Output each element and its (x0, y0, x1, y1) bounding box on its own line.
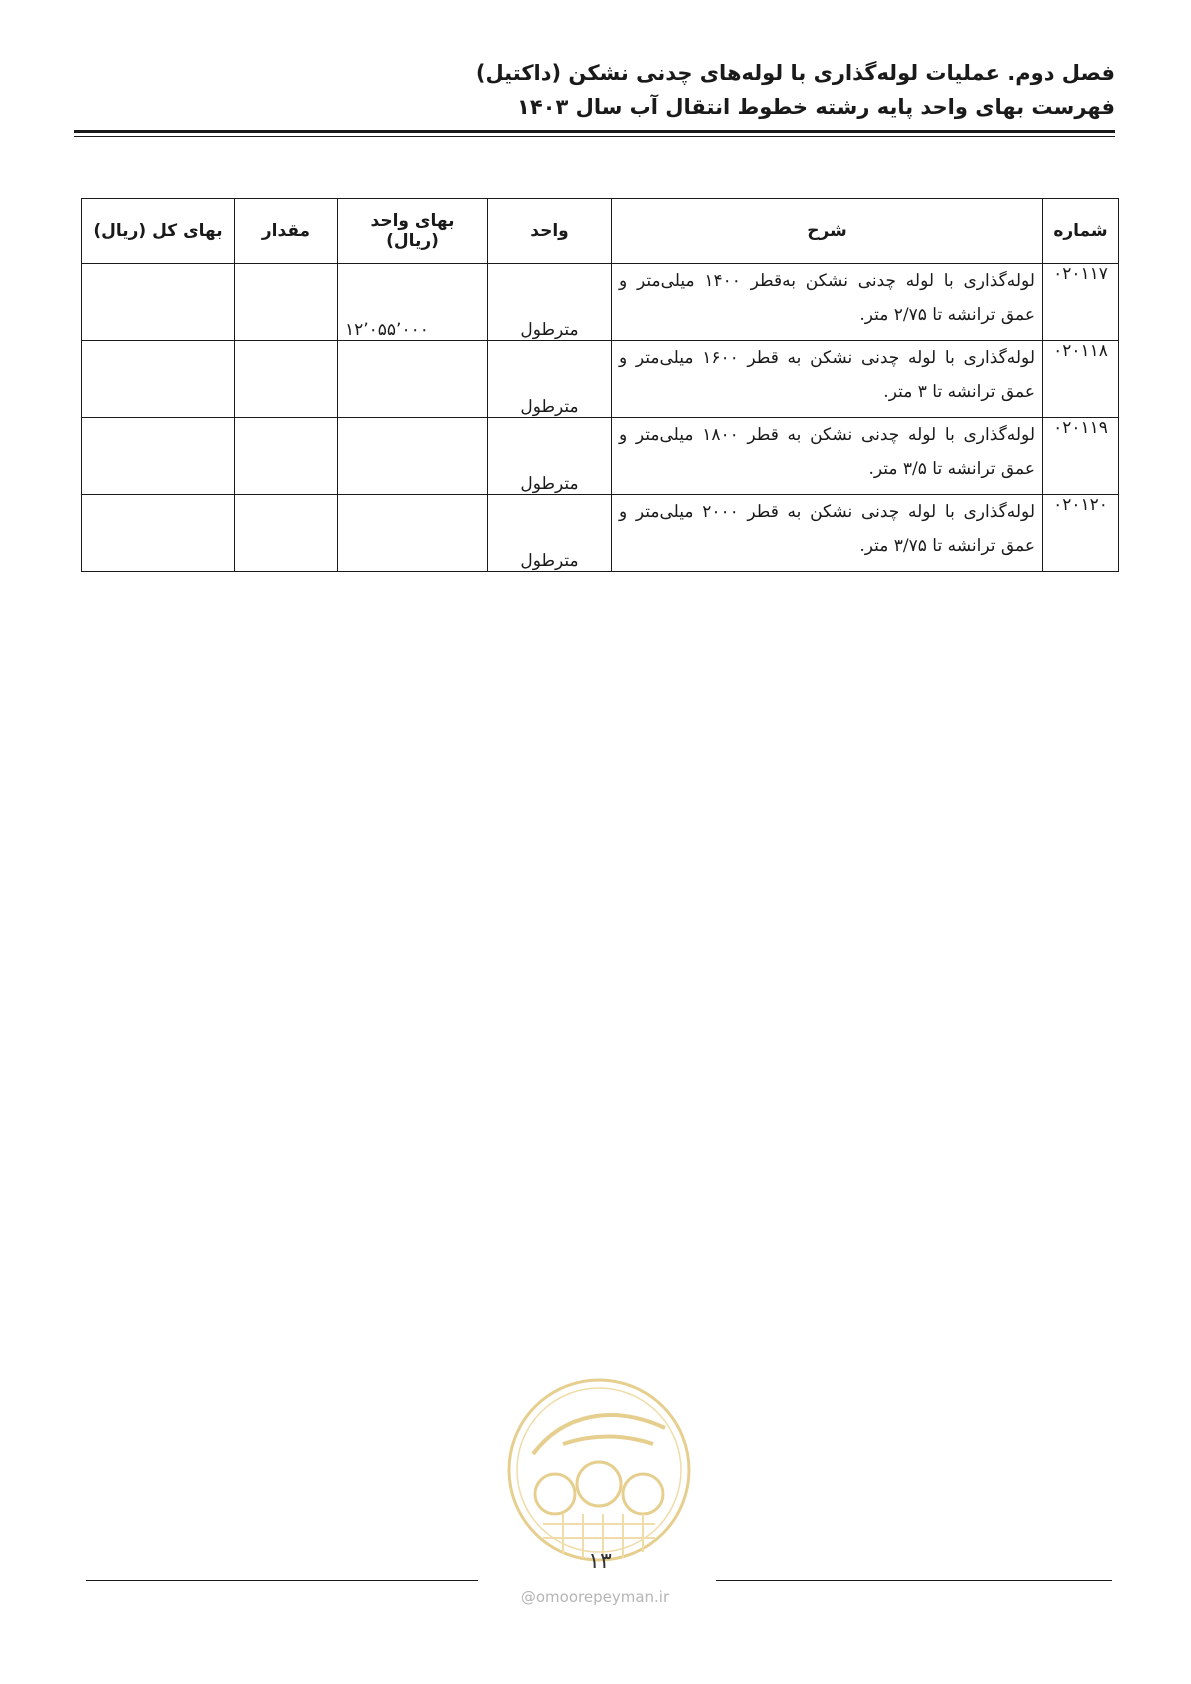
page-header (75, 56, 1115, 124)
header-rule-thick (74, 130, 1115, 133)
column-header-total-price: بهای کل (ریال) (82, 199, 235, 264)
column-header-unit-price: بهای واحد (ریال) (338, 199, 488, 264)
item-quantity (235, 495, 338, 572)
item-total-price (82, 418, 235, 495)
table-row (82, 341, 1119, 418)
column-header-quantity: مقدار (235, 199, 338, 264)
item-unit-price (338, 341, 488, 418)
item-number: ۰۲۰۱۱۹ (1043, 418, 1119, 495)
item-total-price (82, 341, 235, 418)
seal-inner-ring (517, 1388, 681, 1552)
footer-rule-left (86, 1580, 478, 1581)
item-total-price (82, 495, 235, 572)
chapter-title: فصل دوم. عملیات لوله‌گذاری با لوله‌های چدنی نشکن (داکتیل) (475, 61, 1115, 85)
seal-script-stroke (533, 1415, 665, 1454)
table-row (82, 495, 1119, 572)
item-description: لوله‌گذاری با لوله چدنی نشکن به قطر ۱۶۰۰ میلی‌متر و عمق ترانشه تا ۳ متر. (612, 341, 1043, 418)
item-unit: مترطول (488, 264, 612, 341)
page-number: ۱۳ (588, 1549, 612, 1574)
item-unit-price (338, 418, 488, 495)
item-number: ۰۲۰۱۱۷ (1043, 264, 1119, 341)
item-number: ۰۲۰۱۲۰ (1043, 495, 1119, 572)
item-unit: مترطول (488, 418, 612, 495)
item-description: لوله‌گذاری با لوله چدنی نشکن به‌قطر ۱۴۰۰ میلی‌متر و عمق ترانشه تا ۲/۷۵ متر. (612, 264, 1043, 341)
column-header-description: شرح (612, 199, 1043, 264)
seal-gear-right (623, 1474, 663, 1514)
table-header-row (82, 199, 1119, 264)
column-header-unit: واحد (488, 199, 612, 264)
item-unit-price (338, 495, 488, 572)
table-row (82, 264, 1119, 341)
footer-rule-right (716, 1580, 1112, 1581)
document-title: فهرست بهای واحد پایه رشته خطوط انتقال آب سال ۱۴۰۳ (517, 95, 1115, 119)
seal-gear-center (577, 1462, 621, 1506)
column-header-number: شماره (1043, 199, 1119, 264)
table-row (82, 418, 1119, 495)
item-number: ۰۲۰۱۱۸ (1043, 341, 1119, 418)
item-description: لوله‌گذاری با لوله چدنی نشکن به قطر ۱۸۰۰ میلی‌متر و عمق ترانشه تا ۳/۵ متر. (612, 418, 1043, 495)
item-unit-price: ۱۲٬۰۵۵٬۰۰۰ (338, 264, 488, 341)
price-table (81, 198, 1119, 572)
item-total-price (82, 264, 235, 341)
header-rule-thin (74, 136, 1115, 137)
item-unit: مترطول (488, 341, 612, 418)
item-quantity (235, 341, 338, 418)
item-unit: مترطول (488, 495, 612, 572)
seal-outer-ring (509, 1380, 689, 1560)
watermark-seal-icon (503, 1374, 695, 1566)
watermark-site: @omoorepeyman.ir (520, 1588, 670, 1606)
item-quantity (235, 418, 338, 495)
item-description: لوله‌گذاری با لوله چدنی نشکن به قطر ۲۰۰۰ میلی‌متر و عمق ترانشه تا ۳/۷۵ متر. (612, 495, 1043, 572)
item-quantity (235, 264, 338, 341)
seal-gear-left (535, 1474, 575, 1514)
